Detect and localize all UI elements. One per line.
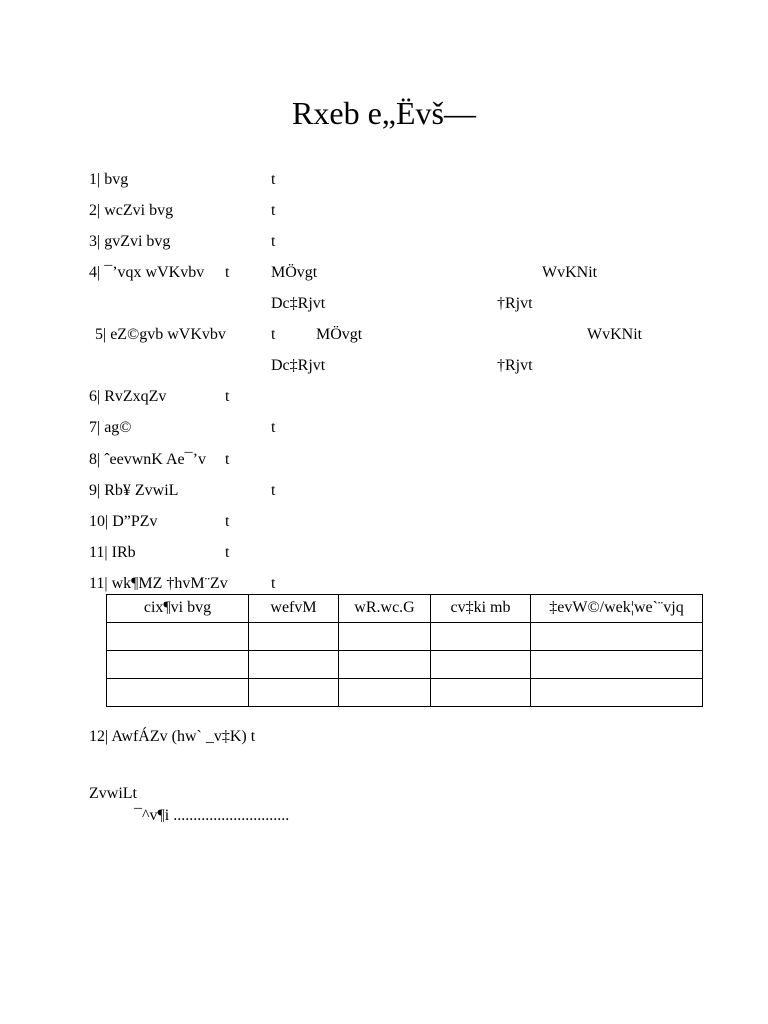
column-header-board-university: ‡evW©/wek¦we`¨vjq	[531, 595, 703, 623]
field-marital-status-label: 8| ˆeevwnK Ae¯’v	[89, 451, 206, 468]
education-table-header-row	[107, 595, 703, 623]
field-height-label: 10| D”PZv	[89, 513, 158, 530]
field-nationality-label: 6| RvZxqZv	[89, 388, 167, 405]
field-birth-date-separator: t	[271, 482, 276, 499]
permanent-address-upazila: Dc‡Rjvt	[271, 295, 326, 312]
experience-label-text: 12| AwfÁZv (hw` _v‡K)	[89, 728, 247, 745]
table-cell	[339, 623, 431, 651]
field-father-name-label: 2| wcZvi bvg	[89, 202, 174, 219]
field-father-name-separator: t	[271, 202, 276, 219]
column-header-exam-name: cix¶vi bvg	[107, 595, 249, 623]
present-address-post-office: WvKNit	[587, 326, 643, 343]
table-cell	[249, 679, 339, 707]
field-permanent-address-label: 4| ¯’vqx wVKvbv	[89, 264, 205, 281]
table-cell	[531, 623, 703, 651]
column-header-passing-year: cv‡ki mb	[431, 595, 531, 623]
table-row	[107, 651, 703, 679]
table-row	[107, 623, 703, 651]
field-name-separator: t	[271, 171, 276, 188]
field-nationality-separator: t	[225, 388, 230, 405]
field-mother-name-separator: t	[271, 233, 276, 250]
field-mother-name-label: 3| gvZvi bvg	[89, 233, 171, 250]
field-present-address-separator: t	[271, 326, 276, 343]
table-cell	[249, 651, 339, 679]
education-table	[106, 594, 703, 707]
table-cell	[249, 623, 339, 651]
table-cell	[339, 679, 431, 707]
permanent-address-post-office: WvKNit	[542, 264, 598, 281]
column-header-gpa: wR.wc.G	[339, 595, 431, 623]
field-weight-label: 11| IRb	[89, 544, 136, 561]
field-experience-separator: t	[250, 728, 256, 745]
column-header-group: wefvM	[249, 595, 339, 623]
field-experience-label	[89, 727, 255, 747]
field-marital-status-separator: t	[225, 451, 230, 468]
present-address-village: MÖvgt	[316, 326, 363, 343]
table-row	[107, 679, 703, 707]
present-address-upazila: Dc‡Rjvt	[271, 357, 326, 374]
table-cell	[431, 651, 531, 679]
table-cell	[107, 623, 249, 651]
table-cell	[431, 623, 531, 651]
field-present-address-label: 5| eZ©gvb wVKvbv	[95, 326, 226, 343]
table-cell	[531, 651, 703, 679]
page-title: Rxeb e„Ëvš—	[292, 95, 476, 131]
field-education-separator: t	[271, 575, 276, 592]
table-cell	[431, 679, 531, 707]
date-label: ZvwiLt	[89, 785, 137, 802]
field-height-separator: t	[225, 513, 230, 530]
permanent-address-district: †Rjvt	[497, 295, 533, 312]
table-cell	[339, 651, 431, 679]
field-birth-date-label: 9| Rb¥ ZvwiL	[89, 482, 179, 499]
field-religion-separator: t	[271, 419, 276, 436]
field-weight-separator: t	[225, 544, 230, 561]
table-cell	[107, 679, 249, 707]
signature-label: ¯^v¶i .............................	[134, 807, 290, 824]
field-permanent-address-separator: t	[225, 264, 230, 281]
table-cell	[107, 651, 249, 679]
present-address-district: †Rjvt	[497, 357, 533, 374]
field-education-label: 11| wk¶MZ †hvM¨Zv	[89, 575, 228, 592]
field-religion-label: 7| ag©	[89, 419, 132, 436]
field-name-label: 1| bvg	[89, 171, 129, 188]
permanent-address-village: MÖvgt	[271, 264, 318, 281]
table-cell	[531, 679, 703, 707]
